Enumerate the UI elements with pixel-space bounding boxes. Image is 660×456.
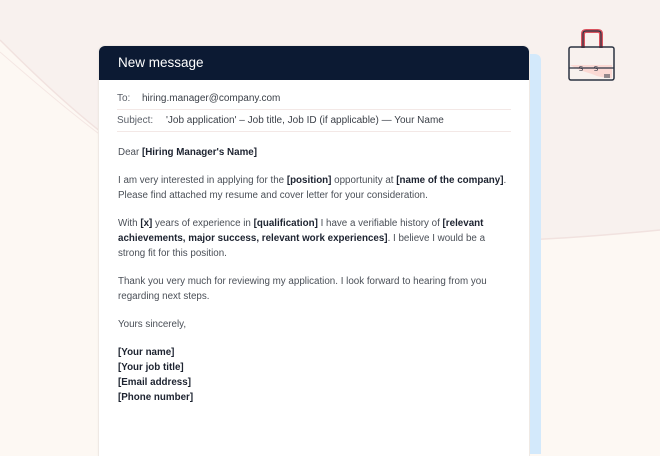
text: . I believe I would be a strong fit for this position. bbox=[118, 233, 486, 259]
paragraph-2 bbox=[118, 216, 511, 261]
greeting-prefix: Dear bbox=[118, 147, 142, 158]
to-field[interactable] bbox=[117, 88, 511, 110]
window-title: New message bbox=[99, 46, 529, 80]
text: With bbox=[118, 218, 141, 229]
to-label: To: bbox=[117, 93, 131, 104]
text: I have a verifiable history of bbox=[317, 218, 443, 229]
svg-text:S: S bbox=[578, 65, 584, 73]
text: opportunity at bbox=[331, 175, 397, 186]
greeting bbox=[118, 145, 511, 160]
signature-job-title: [Your job title] bbox=[118, 362, 184, 373]
closing: Yours sincerely, bbox=[118, 319, 187, 330]
paragraph-1 bbox=[118, 173, 511, 203]
email-compose-window bbox=[99, 46, 529, 456]
greeting-name: [Hiring Manager's Name] bbox=[141, 147, 257, 158]
placeholder-years: [x] bbox=[140, 218, 153, 229]
subject-label: Subject: bbox=[117, 115, 154, 126]
placeholder-qualification: [qualification] bbox=[253, 218, 318, 229]
placeholder-achievements: [relevant achievements, major success, relevant work experiences] bbox=[118, 218, 484, 244]
briefcase-icon bbox=[566, 14, 616, 82]
signature-phone: [Phone number] bbox=[118, 392, 194, 403]
to-value[interactable]: hiring.manager@company.com bbox=[142, 93, 281, 104]
subject-value[interactable]: 'Job application' – Job title, Job ID (if applicable) — Your Name bbox=[166, 115, 444, 126]
text: . Please find attached my resume and cover letter for your consideration. bbox=[118, 175, 507, 201]
message-body[interactable] bbox=[99, 132, 529, 405]
signature-email: [Email address] bbox=[118, 377, 191, 388]
placeholder-position: [position] bbox=[286, 175, 332, 186]
svg-text:S: S bbox=[593, 65, 599, 73]
text: years of experience in bbox=[152, 218, 254, 229]
placeholder-company: [name of the company] bbox=[396, 175, 504, 186]
text: I am very interested in applying for the bbox=[118, 175, 287, 186]
subject-field[interactable] bbox=[117, 110, 511, 132]
signature-name: [Your name] bbox=[118, 347, 175, 358]
paragraph-3: Thank you very much for reviewing my application. I look forward to hearing from you regarding next steps. bbox=[118, 276, 487, 302]
